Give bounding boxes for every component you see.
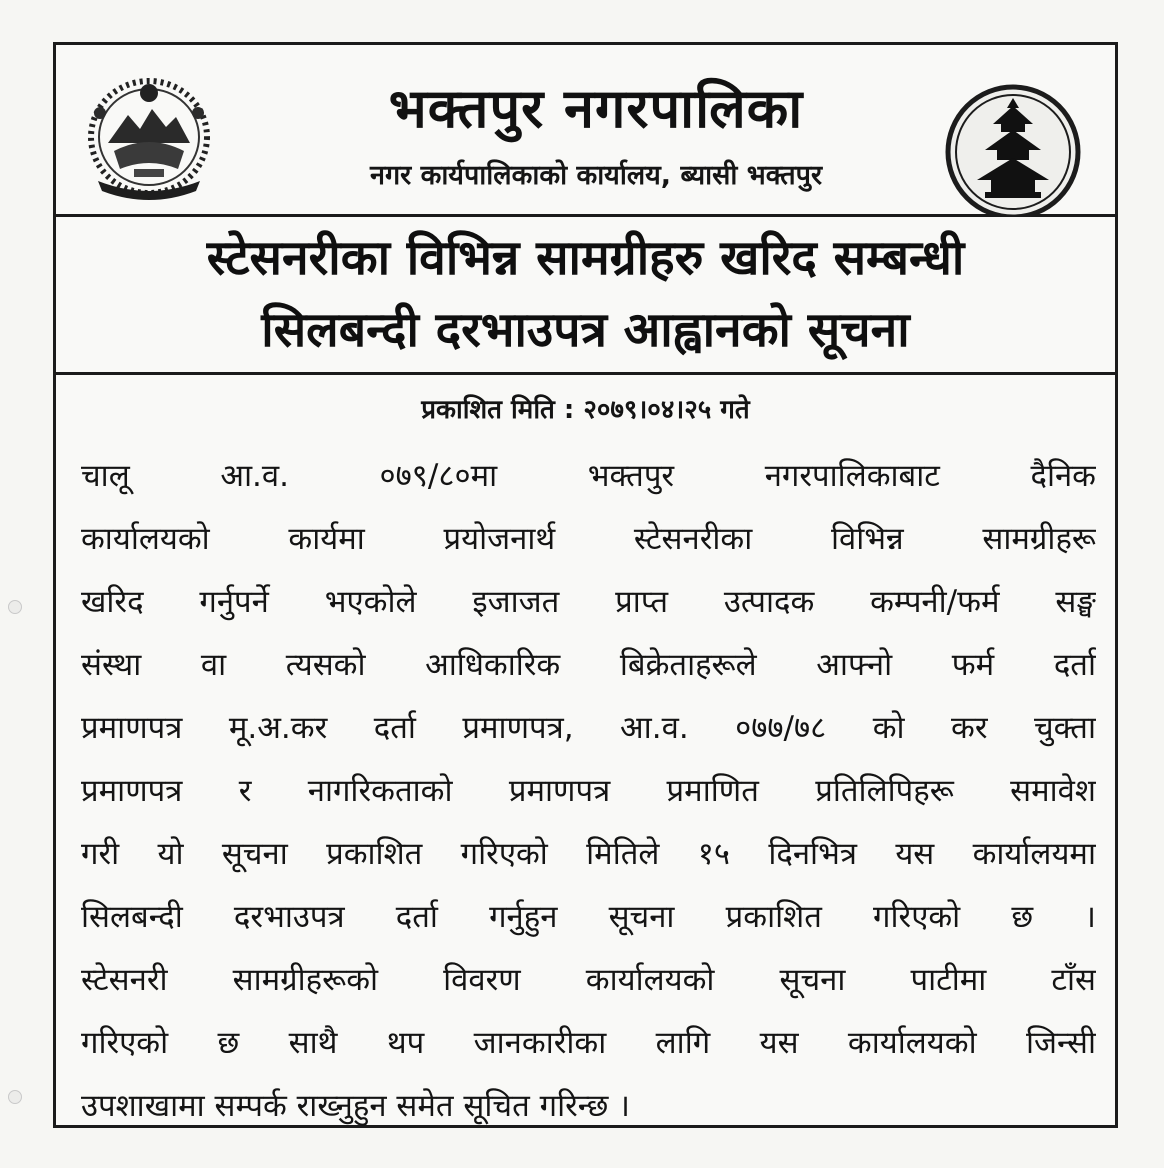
punch-hole [8,1090,22,1104]
notice-title-band [56,217,1115,375]
body-line: खरिद गर्नुपर्ने भएकोले इजाजत प्राप्त उत्पादक कम्पनी/फर्म सङ्घ [81,584,1096,620]
notice-body [81,445,1096,1138]
notice-title-line-2: सिलबन्दी दरभाउपत्र आह्वानको सूचना [261,302,910,358]
punch-hole [8,600,22,614]
notice-title-line-1: स्टेसनरीका विभिन्न सामग्रीहरु खरिद सम्बन्धी [206,230,965,286]
body-line: सिलबन्दी दरभाउपत्र दर्ता गर्नुहुन सूचना प्रकाशित गरिएको छ । [81,899,1096,935]
body-line: संस्था वा त्यसको आधिकारिक बिक्रेताहरूले आफ्नो फर्म दर्ता [81,647,1096,683]
body-line: प्रमाणपत्र र नागरिकताको प्रमाणपत्र प्रमाणित प्रतिलिपिहरू समावेश [81,773,1096,809]
body-line: गरिएको छ साथै थप जानकारीका लागि यस कार्यालयको जिन्सी [81,1025,1096,1061]
published-date: प्रकाशित मिति : २०७९।०४।२५ गते [421,395,750,425]
nepal-emblem-icon [78,73,220,205]
body-line: प्रमाणपत्र मू.अ.कर दर्ता प्रमाणपत्र, आ.व. ०७७/७८ को कर चुक्ता [81,710,1096,746]
body-line: गरी यो सूचना प्रकाशित गरिएको मितिले १५ दिनभित्र यस कार्यालयमा [81,836,1096,872]
notice-frame [53,42,1118,1128]
office-address: नगर कार्यपालिकाको कार्यालय, ब्यासी भक्तपुर [369,160,823,191]
body-line: चालू आ.व. ०७९/८०मा भक्तपुर नगरपालिकाबाट दैनिक [81,458,1096,494]
body-line: स्टेसनरी सामग्रीहरूको विवरण कार्यालयको सूचना पाटीमा टाँस [81,962,1096,998]
notice-header [56,45,1115,217]
pagoda-logo-icon [941,80,1091,220]
body-line: कार्यालयको कार्यमा प्रयोजनार्थ स्टेसनरीका विभिन्न सामग्रीहरू [81,521,1096,557]
municipality-name: भक्तपुर नगरपालिका [388,77,804,140]
body-line: उपशाखामा सम्पर्क राख्नुहुन समेत सूचित गरिन्छ । [81,1088,630,1124]
